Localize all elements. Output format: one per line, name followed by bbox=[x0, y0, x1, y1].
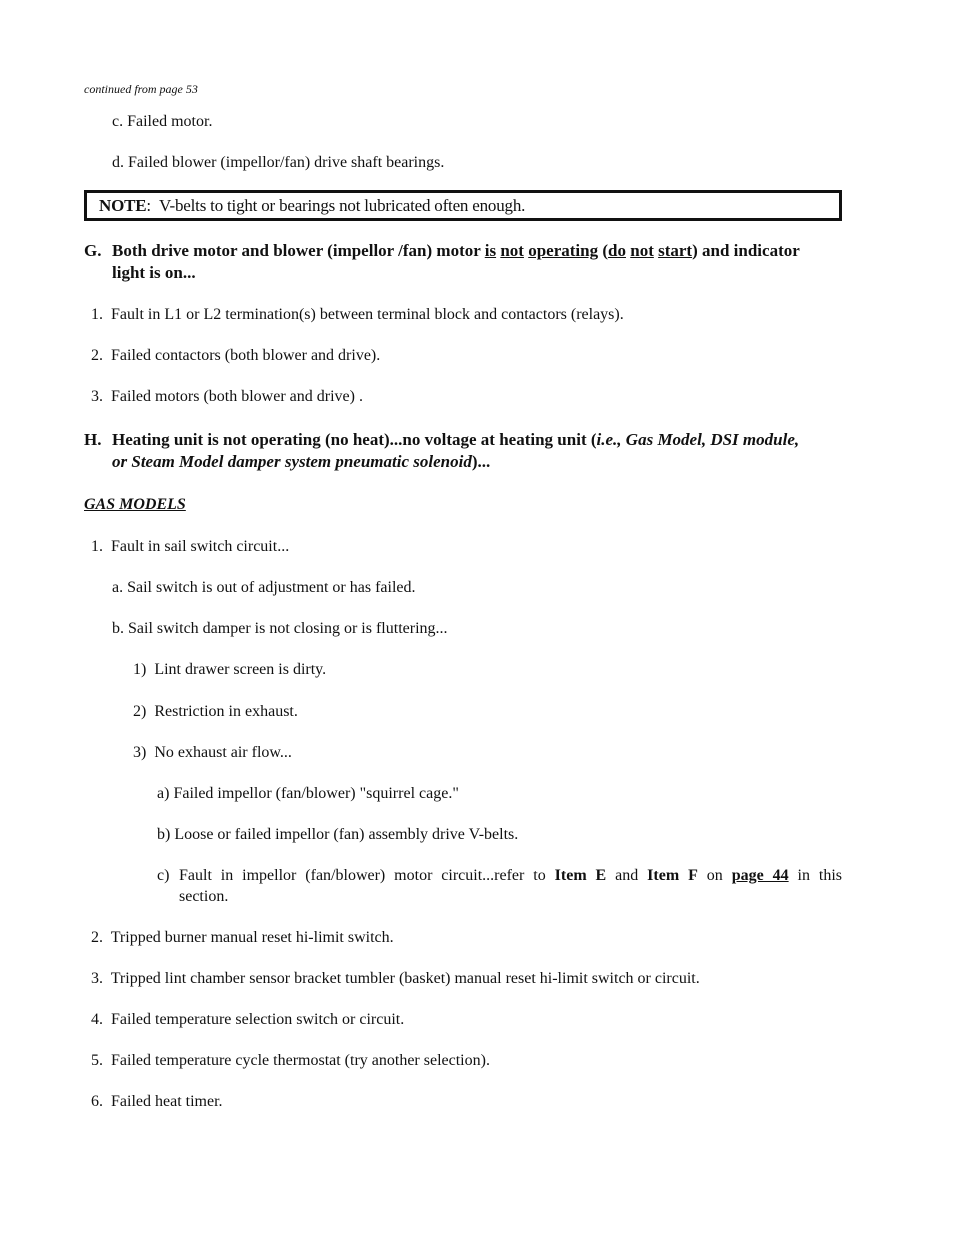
list-marker: 1) bbox=[133, 661, 147, 678]
list-text: No exhaust air flow... bbox=[154, 744, 292, 761]
heading-italic-text: i.e., Gas Model, DSI module, bbox=[596, 430, 800, 449]
list-text-line2: section. bbox=[179, 888, 229, 905]
list-item bbox=[112, 113, 212, 131]
list-item bbox=[112, 154, 444, 172]
page-link[interactable]: page 44 bbox=[731, 867, 789, 884]
list-text: Failed impellor (fan/blower) "squirrel cage." bbox=[173, 785, 459, 802]
underlined-word: operating bbox=[528, 241, 599, 260]
list-marker: 1. bbox=[91, 306, 103, 323]
section-g-heading-line2: light is on... bbox=[112, 263, 196, 282]
list-marker: 1. bbox=[91, 538, 103, 555]
list-text: Tripped burner manual reset hi-limit switch. bbox=[110, 929, 394, 946]
note-separator: : bbox=[146, 196, 151, 215]
list-marker: 3) bbox=[133, 744, 147, 761]
list-text: Fault in sail switch circuit... bbox=[111, 538, 290, 555]
list-text: Sail switch is out of adjustment or has failed. bbox=[127, 579, 416, 596]
list-marker: c. bbox=[112, 113, 124, 130]
note-text: V-belts to tight or bearings not lubricated often enough. bbox=[159, 196, 526, 215]
text: and bbox=[606, 867, 648, 884]
list-item bbox=[112, 579, 416, 597]
list-item bbox=[91, 538, 289, 556]
list-marker: 2. bbox=[91, 929, 103, 946]
list-text: Failed temperature selection switch or circuit. bbox=[111, 1011, 405, 1028]
heading-italic-text: or Steam Model damper system pneumatic solenoid bbox=[112, 452, 472, 471]
list-item bbox=[157, 826, 518, 844]
list-item bbox=[91, 388, 363, 406]
list-marker: 3. bbox=[91, 388, 103, 405]
list-marker: c) bbox=[157, 867, 170, 884]
underlined-word: do bbox=[608, 241, 626, 260]
section-g-letter: G. bbox=[84, 241, 102, 260]
list-item bbox=[91, 1093, 223, 1111]
underlined-word: not bbox=[500, 241, 524, 260]
list-marker: b) bbox=[157, 826, 171, 843]
list-text: Failed motor. bbox=[127, 113, 213, 130]
list-text: Failed contactors (both blower and drive). bbox=[111, 347, 381, 364]
list-item bbox=[91, 929, 394, 947]
heading-text: Heating unit is not operating (no heat)...no voltage at heating unit ( bbox=[112, 430, 597, 449]
list-item bbox=[91, 306, 624, 324]
list-text: Restriction in exhaust. bbox=[154, 703, 298, 720]
text: Fault in impellor (fan/blower) motor circuit...refer to bbox=[179, 867, 555, 884]
list-item bbox=[112, 620, 448, 638]
underlined-word: start bbox=[658, 241, 693, 260]
list-marker: 5. bbox=[91, 1052, 103, 1069]
list-item bbox=[157, 785, 459, 803]
continued-from-note: continued from page 53 bbox=[84, 82, 198, 96]
list-text: Tripped lint chamber sensor bracket tumbler (basket) manual reset hi-limit switch or circuit. bbox=[110, 970, 700, 987]
list-marker: d. bbox=[112, 154, 124, 171]
list-marker: 2. bbox=[91, 347, 103, 364]
list-text: Failed blower (impellor/fan) drive shaft bearings. bbox=[128, 154, 445, 171]
list-item bbox=[91, 1011, 404, 1029]
list-item bbox=[133, 744, 292, 762]
list-item bbox=[133, 661, 326, 679]
list-text: Lint drawer screen is dirty. bbox=[154, 661, 327, 678]
list-text: Sail switch damper is not closing or is fluttering... bbox=[128, 620, 448, 637]
list-marker: 2) bbox=[133, 703, 147, 720]
list-text: Failed heat timer. bbox=[111, 1093, 223, 1110]
list-marker: a. bbox=[112, 579, 124, 596]
section-g-heading-line1 bbox=[112, 241, 800, 261]
list-item bbox=[91, 1052, 490, 1070]
note-label: NOTE bbox=[99, 196, 147, 215]
heading-text: ) and indicator bbox=[692, 241, 800, 260]
list-marker: b. bbox=[112, 620, 124, 637]
list-item bbox=[91, 347, 380, 365]
heading-text: ( bbox=[598, 241, 609, 260]
list-marker: 6. bbox=[91, 1093, 103, 1110]
note-box bbox=[84, 190, 842, 221]
item-reference: Item F bbox=[647, 867, 698, 884]
item-reference: Item E bbox=[554, 867, 607, 884]
list-item bbox=[133, 703, 298, 721]
list-text: Loose or failed impellor (fan) assembly drive V-belts. bbox=[174, 826, 519, 843]
section-h-heading-line1 bbox=[112, 430, 799, 450]
underlined-word: is bbox=[484, 241, 497, 260]
heading-text: )... bbox=[471, 452, 491, 471]
list-marker: 4. bbox=[91, 1011, 103, 1028]
gas-models-heading: GAS MODELS bbox=[84, 496, 186, 513]
text: on bbox=[697, 867, 732, 884]
list-text-line1 bbox=[179, 867, 842, 885]
list-text: Failed temperature cycle thermostat (try another selection). bbox=[111, 1052, 490, 1069]
list-marker: a) bbox=[157, 785, 170, 802]
section-h-heading-line2 bbox=[112, 452, 490, 472]
list-text: Fault in L1 or L2 termination(s) between terminal block and contactors (relays). bbox=[111, 306, 624, 323]
section-h-letter: H. bbox=[84, 430, 102, 449]
list-marker: 3. bbox=[91, 970, 103, 987]
heading-text: Both drive motor and blower (impellor /fan) motor bbox=[112, 241, 485, 260]
text: in this bbox=[788, 867, 843, 884]
underlined-word: not bbox=[630, 241, 654, 260]
list-item bbox=[91, 970, 700, 988]
list-text: Failed motors (both blower and drive) . bbox=[111, 388, 363, 405]
